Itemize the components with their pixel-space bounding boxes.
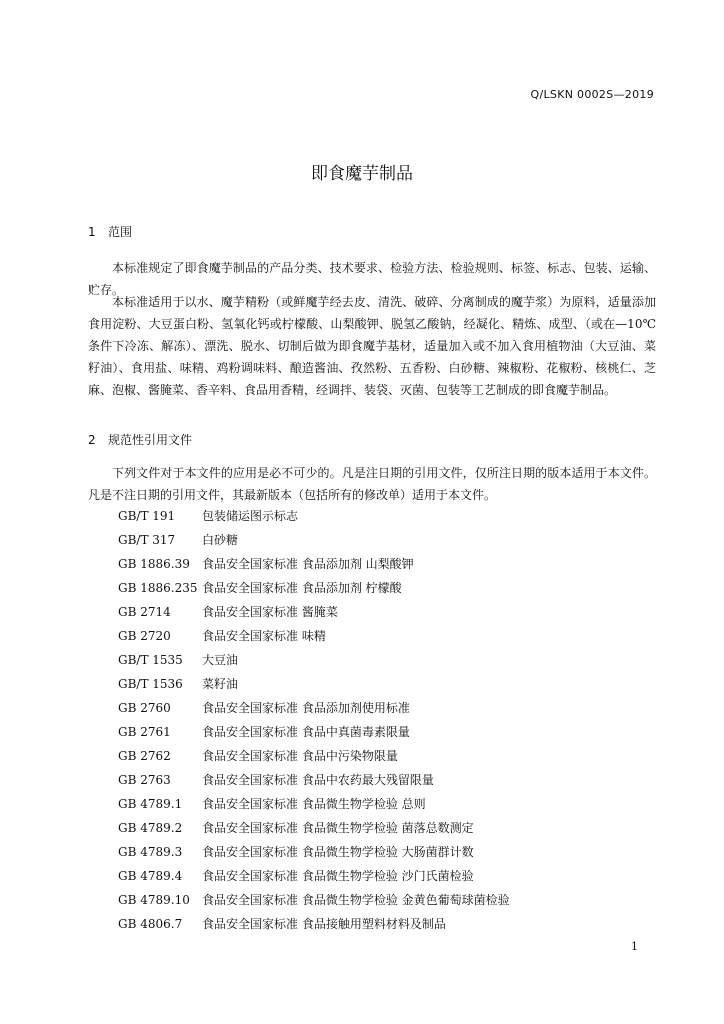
reference-row (118, 915, 446, 935)
reference-row (118, 603, 338, 623)
reference-code: GB 1886.235 (118, 581, 198, 595)
reference-row (118, 651, 238, 671)
scope-paragraph-2: 本标准适用于以水、魔芋精粉（或鲜魔芋经去皮、清洗、破碎、分离制成的魔芋浆）为原料，适量添加食用淀粉、大豆蛋白粉、氢氧化钙或柠檬酸、山梨酸钾、脱氢乙酸钠，经凝化、精炼、成型、（或在—10℃条件下冷冻、解冻）、漂洗、脱水、切制后做为即食魔芋基材，适量加入或不加入食用植物油（大豆油、菜籽油）、食用盐、味精、鸡粉调味料、酿造酱油、孜然粉、五香粉、白砂糖、辣椒粉、花椒粉、核桃仁、芝麻、泡椒、酱腌菜、香辛料、食品用香精，经调拌、装袋、灭菌、包装等工艺制成的即食魔芋制品。 (88, 295, 656, 397)
reference-code: GB 2714 (118, 605, 171, 619)
reference-row (118, 531, 238, 551)
section-title: 范围 (108, 225, 133, 239)
reference-title: 食品安全国家标准 食品微生物学检验 金黄色葡萄球菌检验 (202, 893, 510, 907)
references-intro-paragraph: 下列文件对于本文件的应用是必不可少的。凡是注日期的引用文件，仅所注日期的版本适用于本文件。凡是不注日期的引用文件，其最新版本（包括所有的修改单）适用于本文件。 (88, 466, 656, 502)
reference-title: 食品安全国家标准 食品中污染物限量 (202, 749, 398, 763)
reference-title: 食品安全国家标准 酱腌菜 (202, 605, 338, 619)
document-title: 即食魔芋制品 (311, 164, 413, 184)
reference-row (118, 867, 474, 887)
reference-row (118, 723, 410, 743)
reference-code: GB 4806.7 (118, 917, 183, 931)
reference-title: 食品安全国家标准 食品微生物学检验 大肠菌群计数 (202, 845, 474, 859)
section-1-heading (88, 223, 132, 240)
reference-code: GB 2763 (118, 773, 171, 787)
page-number: 1 (631, 940, 638, 953)
reference-code: GB 1886.39 (118, 557, 190, 571)
section-title: 规范性引用文件 (108, 433, 193, 447)
reference-title: 食品安全国家标准 食品中真菌毒素限量 (202, 725, 410, 739)
reference-row (118, 747, 398, 767)
section-number: 1 (88, 225, 96, 239)
reference-title: 食品安全国家标准 食品微生物学检验 菌落总数测定 (202, 821, 474, 835)
reference-code: GB 4789.10 (118, 893, 190, 907)
reference-code: GB/T 191 (118, 509, 176, 523)
reference-code: GB/T 317 (118, 533, 176, 547)
reference-code: GB 2762 (118, 749, 171, 763)
reference-code: GB 4789.4 (118, 869, 183, 883)
reference-title: 食品安全国家标准 食品接触用塑料材料及制品 (202, 917, 446, 931)
reference-row (118, 819, 474, 839)
section-2-heading (88, 431, 192, 448)
reference-row (118, 579, 402, 599)
scope-paragraph-1: 本标准规定了即食魔芋制品的产品分类、技术要求、检验方法、检验规则、标签、标志、包装、运输、贮存。 (88, 261, 656, 297)
section-number: 2 (88, 433, 96, 447)
reference-title: 菜籽油 (202, 677, 239, 691)
reference-row (118, 771, 434, 791)
reference-title: 食品安全国家标准 食品中农药最大残留限量 (202, 773, 434, 787)
reference-title: 白砂糖 (202, 533, 239, 547)
reference-code: GB 2761 (118, 725, 171, 739)
reference-row (118, 699, 410, 719)
reference-title: 食品安全国家标准 食品微生物学检验 总则 (202, 797, 426, 811)
reference-title: 食品安全国家标准 食品微生物学检验 沙门氏菌检验 (202, 869, 474, 883)
reference-row (118, 675, 238, 695)
reference-code: GB 4789.1 (118, 797, 183, 811)
reference-row (118, 843, 474, 863)
reference-code: GB 2760 (118, 701, 171, 715)
reference-title: 包装储运图示标志 (202, 509, 299, 523)
reference-code: GB 2720 (118, 629, 171, 643)
reference-row (118, 627, 326, 647)
reference-row (118, 507, 298, 527)
reference-code: GB 4789.3 (118, 845, 183, 859)
reference-row (118, 891, 510, 911)
reference-title: 食品安全国家标准 味精 (202, 629, 326, 643)
reference-row (118, 795, 426, 815)
reference-title: 食品安全国家标准 食品添加剂 柠檬酸 (202, 581, 402, 595)
reference-code: GB/T 1536 (118, 677, 183, 691)
standard-code: Q/LSKN 0002S—2019 (530, 88, 654, 101)
reference-code: GB 4789.2 (118, 821, 183, 835)
reference-code: GB/T 1535 (118, 653, 183, 667)
reference-title: 食品安全国家标准 食品添加剂使用标准 (202, 701, 410, 715)
reference-row (118, 555, 414, 575)
reference-title: 大豆油 (202, 653, 239, 667)
reference-title: 食品安全国家标准 食品添加剂 山梨酸钾 (202, 557, 414, 571)
